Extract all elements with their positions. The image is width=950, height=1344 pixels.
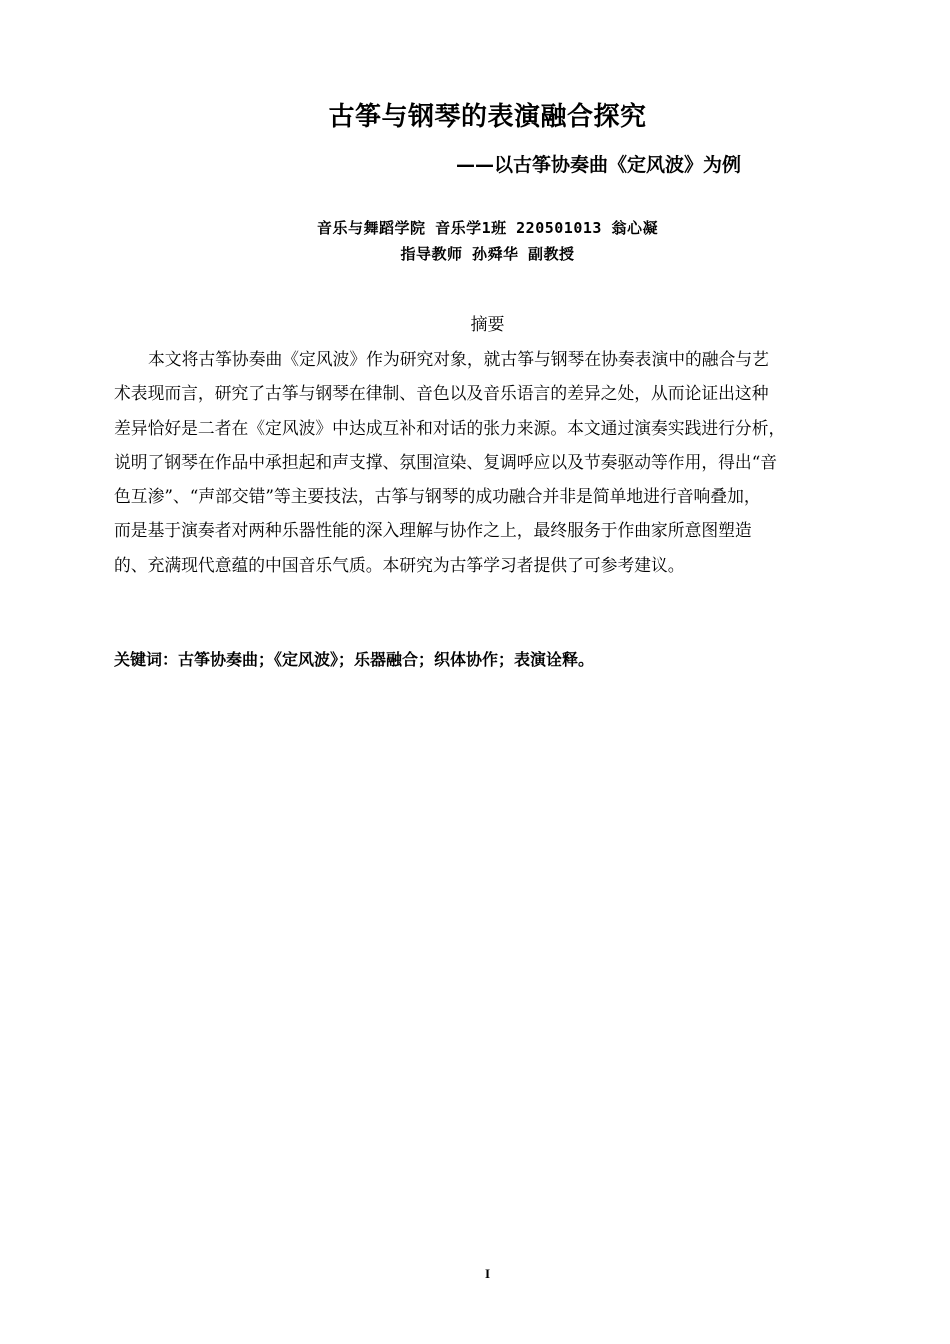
keywords: 关键词：古筝协奏曲；《定风波》；乐器融合；织体协作；表演诠释。 — [114, 650, 595, 669]
advisor-line: 指导教师 孙舜华 副教授 — [400, 245, 575, 263]
page-number: I — [484, 1266, 491, 1281]
abstract-line: 术表现而言，研究了古筝与钢琴在律制、音色以及音乐语言的差异之处，从而论证出这种 — [114, 383, 769, 404]
abstract-line: 本文将古筝协奏曲《定风波》作为研究对象，就古筝与钢琴在协奏表演中的融合与艺 — [148, 349, 769, 369]
paper-title: 古筝与钢琴的表演融合探究 — [328, 102, 647, 132]
abstract-heading: 摘要 — [470, 315, 505, 335]
abstract-line: 而是基于演奏者对两种乐器性能的深入理解与协作之上，最终服务于作曲家所意图塑造 — [114, 520, 752, 541]
author-line: 音乐与舞蹈学院 音乐学1班 220501013 翁心凝 — [317, 219, 658, 237]
abstract-line: 的、充满现代意蕴的中国音乐气质。本研究为古筝学习者提供了可参考建议。 — [114, 554, 685, 575]
abstract-body — [114, 342, 859, 582]
abstract-line: 差异恰好是二者在《定风波》中达成互补和对话的张力来源。本文通过演奏实践进行分析， — [114, 417, 786, 438]
abstract-line: 说明了钢琴在作品中承担起和声支撑、氛围渲染、复调呼应以及节奏驱动等作用，得出“音 — [114, 451, 778, 472]
paper-subtitle: ——以古筝协奏曲《定风波》为例 — [456, 154, 742, 176]
abstract-line: 色互渗”、“声部交错”等主要技法，古筝与钢琴的成功融合并非是简单地进行音响叠加， — [114, 486, 761, 507]
